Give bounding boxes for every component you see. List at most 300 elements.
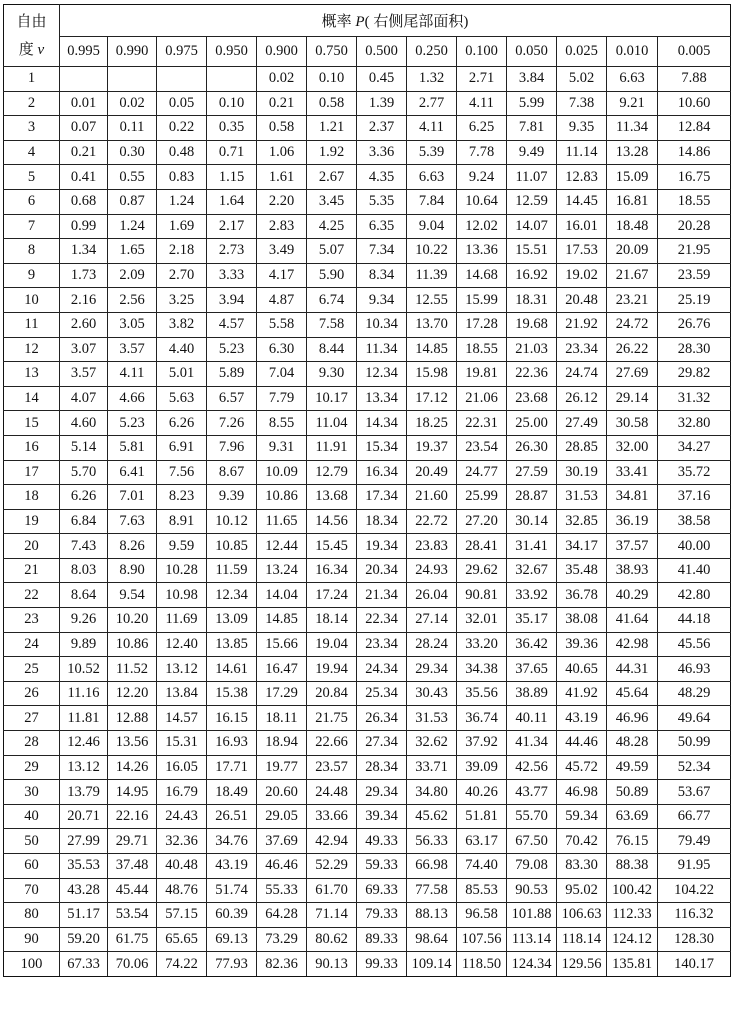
value-cell: 55.33 [257, 878, 307, 903]
value-cell: 7.58 [307, 312, 357, 337]
value-cell: 19.94 [307, 657, 357, 682]
value-cell: 9.04 [407, 214, 457, 239]
value-cell: 27.59 [507, 460, 557, 485]
value-cell: 23.57 [307, 755, 357, 780]
value-cell: 3.07 [60, 337, 108, 362]
value-cell: 2.60 [60, 312, 108, 337]
df-cell: 17 [4, 460, 60, 485]
value-cell: 18.94 [257, 731, 307, 756]
value-cell: 5.23 [108, 411, 157, 436]
value-cell: 43.77 [507, 780, 557, 805]
value-cell: 27.99 [60, 829, 108, 854]
value-cell: 5.81 [108, 435, 157, 460]
value-cell: 38.93 [607, 558, 658, 583]
value-cell: 14.85 [407, 337, 457, 362]
value-cell: 1.69 [157, 214, 207, 239]
value-cell: 17.53 [557, 239, 607, 264]
df-header [4, 5, 60, 67]
value-cell: 10.28 [157, 558, 207, 583]
value-cell: 2.18 [157, 239, 207, 264]
value-cell: 13.09 [207, 608, 257, 633]
value-cell: 0.10 [207, 91, 257, 116]
value-cell: 7.43 [60, 534, 108, 559]
value-cell: 12.40 [157, 632, 207, 657]
probability-column-header: 0.100 [457, 37, 507, 67]
table-row [4, 927, 731, 952]
value-cell: 36.74 [457, 706, 507, 731]
value-cell: 18.14 [307, 608, 357, 633]
value-cell: 11.16 [60, 681, 108, 706]
chi-square-table-container [3, 4, 730, 977]
value-cell: 13.85 [207, 632, 257, 657]
value-cell: 10.52 [60, 657, 108, 682]
value-cell: 46.46 [257, 854, 307, 879]
value-cell: 19.02 [557, 263, 607, 288]
table-row [4, 681, 731, 706]
value-cell: 11.69 [157, 608, 207, 633]
value-cell: 40.26 [457, 780, 507, 805]
value-cell: 15.98 [407, 362, 457, 387]
probability-title-suffix: ( 右侧尾部面积) [364, 14, 469, 30]
value-cell: 3.94 [207, 288, 257, 313]
table-row [4, 657, 731, 682]
value-cell: 19.77 [257, 755, 307, 780]
value-cell: 1.64 [207, 189, 257, 214]
probability-column-header: 0.500 [357, 37, 407, 67]
value-cell: 113.14 [507, 927, 557, 952]
value-cell: 7.34 [357, 239, 407, 264]
value-cell: 88.38 [607, 854, 658, 879]
df-header-var: v [37, 41, 45, 58]
value-cell: 59.34 [557, 804, 607, 829]
df-cell: 15 [4, 411, 60, 436]
probability-column-header: 0.975 [157, 37, 207, 67]
value-cell: 45.62 [407, 804, 457, 829]
value-cell: 14.34 [357, 411, 407, 436]
value-cell: 3.25 [157, 288, 207, 313]
value-cell: 12.20 [108, 681, 157, 706]
table-row [4, 780, 731, 805]
value-cell: 79.49 [658, 829, 731, 854]
value-cell: 71.14 [307, 903, 357, 928]
table-row [4, 583, 731, 608]
value-cell: 12.44 [257, 534, 307, 559]
probability-values-row [4, 37, 731, 67]
value-cell: 17.71 [207, 755, 257, 780]
value-cell: 15.51 [507, 239, 557, 264]
value-cell: 43.19 [557, 706, 607, 731]
value-cell: 10.85 [207, 534, 257, 559]
value-cell: 6.91 [157, 435, 207, 460]
value-cell: 33.71 [407, 755, 457, 780]
value-cell: 0.41 [60, 165, 108, 190]
value-cell: 12.79 [307, 460, 357, 485]
value-cell: 28.87 [507, 485, 557, 510]
value-cell: 4.66 [108, 386, 157, 411]
value-cell: 0.21 [257, 91, 307, 116]
value-cell: 49.33 [357, 829, 407, 854]
df-cell: 50 [4, 829, 60, 854]
value-cell: 14.57 [157, 706, 207, 731]
value-cell: 42.56 [507, 755, 557, 780]
value-cell: 6.26 [157, 411, 207, 436]
value-cell: 1.15 [207, 165, 257, 190]
value-cell: 0.55 [108, 165, 157, 190]
table-row [4, 435, 731, 460]
table-row [4, 755, 731, 780]
value-cell: 124.34 [507, 952, 557, 977]
value-cell: 9.59 [157, 534, 207, 559]
value-cell: 21.67 [607, 263, 658, 288]
df-cell: 8 [4, 239, 60, 264]
value-cell: 17.12 [407, 386, 457, 411]
value-cell: 9.30 [307, 362, 357, 387]
value-cell: 7.79 [257, 386, 307, 411]
value-cell: 24.72 [607, 312, 658, 337]
df-header-line1: 自由 [16, 13, 47, 30]
value-cell: 128.30 [658, 927, 731, 952]
value-cell: 35.17 [507, 608, 557, 633]
value-cell: 6.25 [457, 116, 507, 141]
value-cell: 0.48 [157, 140, 207, 165]
table-row [4, 239, 731, 264]
value-cell: 98.64 [407, 927, 457, 952]
value-cell: 12.34 [207, 583, 257, 608]
value-cell: 8.34 [357, 263, 407, 288]
value-cell: 20.28 [658, 214, 731, 239]
df-cell: 70 [4, 878, 60, 903]
table-row [4, 67, 731, 92]
value-cell: 20.34 [357, 558, 407, 583]
value-cell: 16.75 [658, 165, 731, 190]
value-cell: 9.89 [60, 632, 108, 657]
value-cell: 57.15 [157, 903, 207, 928]
value-cell: 0.35 [207, 116, 257, 141]
df-cell: 12 [4, 337, 60, 362]
value-cell: 2.83 [257, 214, 307, 239]
value-cell: 10.64 [457, 189, 507, 214]
value-cell: 7.78 [457, 140, 507, 165]
value-cell: 90.81 [457, 583, 507, 608]
value-cell [60, 67, 108, 92]
value-cell: 4.17 [257, 263, 307, 288]
value-cell: 25.99 [457, 485, 507, 510]
value-cell: 10.86 [257, 485, 307, 510]
probability-column-header: 0.900 [257, 37, 307, 67]
value-cell: 59.20 [60, 927, 108, 952]
value-cell: 33.92 [507, 583, 557, 608]
value-cell: 77.58 [407, 878, 457, 903]
value-cell: 11.34 [607, 116, 658, 141]
value-cell: 30.58 [607, 411, 658, 436]
value-cell: 41.40 [658, 558, 731, 583]
value-cell: 8.26 [108, 534, 157, 559]
table-row [4, 731, 731, 756]
value-cell: 30.19 [557, 460, 607, 485]
value-cell: 11.59 [207, 558, 257, 583]
value-cell: 50.99 [658, 731, 731, 756]
value-cell: 40.29 [607, 583, 658, 608]
value-cell: 3.49 [257, 239, 307, 264]
value-cell: 29.62 [457, 558, 507, 583]
df-cell: 23 [4, 608, 60, 633]
value-cell: 37.57 [607, 534, 658, 559]
value-cell: 23.21 [607, 288, 658, 313]
value-cell: 41.64 [607, 608, 658, 633]
value-cell: 0.11 [108, 116, 157, 141]
table-row [4, 460, 731, 485]
value-cell: 21.60 [407, 485, 457, 510]
value-cell: 6.63 [607, 67, 658, 92]
value-cell: 10.60 [658, 91, 731, 116]
df-header-line2: 度 [18, 41, 34, 58]
value-cell: 11.34 [357, 337, 407, 362]
value-cell: 34.27 [658, 435, 731, 460]
probability-column-header: 0.990 [108, 37, 157, 67]
value-cell: 80.62 [307, 927, 357, 952]
value-cell: 24.77 [457, 460, 507, 485]
value-cell: 17.34 [357, 485, 407, 510]
value-cell: 1.21 [307, 116, 357, 141]
value-cell: 13.28 [607, 140, 658, 165]
value-cell: 25.34 [357, 681, 407, 706]
value-cell: 0.22 [157, 116, 207, 141]
value-cell: 69.33 [357, 878, 407, 903]
value-cell: 90.53 [507, 878, 557, 903]
value-cell: 0.30 [108, 140, 157, 165]
value-cell: 6.30 [257, 337, 307, 362]
value-cell: 14.07 [507, 214, 557, 239]
value-cell: 24.43 [157, 804, 207, 829]
value-cell: 0.01 [60, 91, 108, 116]
value-cell: 118.50 [457, 952, 507, 977]
value-cell: 17.24 [307, 583, 357, 608]
value-cell: 26.12 [557, 386, 607, 411]
value-cell: 21.34 [357, 583, 407, 608]
value-cell: 38.89 [507, 681, 557, 706]
value-cell: 22.72 [407, 509, 457, 534]
value-cell: 18.11 [257, 706, 307, 731]
value-cell: 129.56 [557, 952, 607, 977]
value-cell: 0.99 [60, 214, 108, 239]
value-cell: 9.49 [507, 140, 557, 165]
value-cell: 31.32 [658, 386, 731, 411]
value-cell: 66.77 [658, 804, 731, 829]
value-cell: 14.85 [257, 608, 307, 633]
value-cell: 101.88 [507, 903, 557, 928]
value-cell: 33.66 [307, 804, 357, 829]
value-cell: 0.02 [108, 91, 157, 116]
probability-column-header: 0.010 [607, 37, 658, 67]
table-row [4, 337, 731, 362]
value-cell: 7.88 [658, 67, 731, 92]
value-cell: 6.41 [108, 460, 157, 485]
value-cell: 29.14 [607, 386, 658, 411]
value-cell: 11.07 [507, 165, 557, 190]
value-cell: 18.48 [607, 214, 658, 239]
value-cell: 34.76 [207, 829, 257, 854]
df-cell: 3 [4, 116, 60, 141]
df-cell: 1 [4, 67, 60, 92]
value-cell: 10.12 [207, 509, 257, 534]
value-cell: 28.30 [658, 337, 731, 362]
value-cell: 13.34 [357, 386, 407, 411]
value-cell: 1.06 [257, 140, 307, 165]
value-cell: 5.02 [557, 67, 607, 92]
value-cell: 10.09 [257, 460, 307, 485]
value-cell: 25.00 [507, 411, 557, 436]
value-cell: 51.17 [60, 903, 108, 928]
value-cell: 38.58 [658, 509, 731, 534]
value-cell: 135.81 [607, 952, 658, 977]
df-cell: 2 [4, 91, 60, 116]
value-cell: 21.03 [507, 337, 557, 362]
value-cell: 2.56 [108, 288, 157, 313]
value-cell: 51.74 [207, 878, 257, 903]
value-cell: 3.82 [157, 312, 207, 337]
value-cell: 5.99 [507, 91, 557, 116]
df-cell: 20 [4, 534, 60, 559]
table-row [4, 362, 731, 387]
value-cell: 22.31 [457, 411, 507, 436]
value-cell: 37.69 [257, 829, 307, 854]
value-cell: 36.19 [607, 509, 658, 534]
value-cell: 4.87 [257, 288, 307, 313]
value-cell: 1.73 [60, 263, 108, 288]
value-cell: 35.53 [60, 854, 108, 879]
value-cell: 23.59 [658, 263, 731, 288]
value-cell: 13.24 [257, 558, 307, 583]
value-cell: 26.51 [207, 804, 257, 829]
value-cell: 16.79 [157, 780, 207, 805]
value-cell: 3.36 [357, 140, 407, 165]
probability-header [60, 5, 731, 37]
value-cell: 14.04 [257, 583, 307, 608]
value-cell: 37.48 [108, 854, 157, 879]
value-cell: 104.22 [658, 878, 731, 903]
value-cell: 11.04 [307, 411, 357, 436]
value-cell: 37.65 [507, 657, 557, 682]
value-cell: 89.33 [357, 927, 407, 952]
df-cell: 10 [4, 288, 60, 313]
value-cell: 20.49 [407, 460, 457, 485]
df-cell: 27 [4, 706, 60, 731]
value-cell: 35.56 [457, 681, 507, 706]
value-cell: 4.11 [108, 362, 157, 387]
value-cell: 13.12 [60, 755, 108, 780]
value-cell: 112.33 [607, 903, 658, 928]
value-cell: 11.81 [60, 706, 108, 731]
table-body [4, 67, 731, 977]
value-cell: 19.37 [407, 435, 457, 460]
value-cell: 20.71 [60, 804, 108, 829]
df-cell: 90 [4, 927, 60, 952]
value-cell: 13.56 [108, 731, 157, 756]
value-cell: 3.57 [60, 362, 108, 387]
value-cell: 8.90 [108, 558, 157, 583]
table-row [4, 263, 731, 288]
value-cell: 16.05 [157, 755, 207, 780]
value-cell: 24.93 [407, 558, 457, 583]
df-cell: 19 [4, 509, 60, 534]
value-cell: 9.24 [457, 165, 507, 190]
value-cell: 25.19 [658, 288, 731, 313]
df-cell: 28 [4, 731, 60, 756]
df-cell: 6 [4, 189, 60, 214]
value-cell: 48.29 [658, 681, 731, 706]
value-cell: 22.66 [307, 731, 357, 756]
table-row [4, 558, 731, 583]
probability-column-header: 0.250 [407, 37, 457, 67]
df-cell: 80 [4, 903, 60, 928]
value-cell: 23.68 [507, 386, 557, 411]
value-cell: 14.45 [557, 189, 607, 214]
value-cell: 19.34 [357, 534, 407, 559]
value-cell: 42.80 [658, 583, 731, 608]
probability-title-var: P [355, 14, 365, 30]
value-cell: 7.56 [157, 460, 207, 485]
value-cell: 20.48 [557, 288, 607, 313]
value-cell: 27.49 [557, 411, 607, 436]
value-cell: 26.34 [357, 706, 407, 731]
value-cell: 14.86 [658, 140, 731, 165]
value-cell: 0.71 [207, 140, 257, 165]
value-cell: 8.55 [257, 411, 307, 436]
value-cell: 24.34 [357, 657, 407, 682]
value-cell: 2.71 [457, 67, 507, 92]
value-cell: 26.76 [658, 312, 731, 337]
value-cell: 1.24 [157, 189, 207, 214]
value-cell: 22.34 [357, 608, 407, 633]
value-cell: 8.23 [157, 485, 207, 510]
value-cell: 29.82 [658, 362, 731, 387]
value-cell: 20.84 [307, 681, 357, 706]
table-row [4, 632, 731, 657]
value-cell: 15.34 [357, 435, 407, 460]
df-cell: 9 [4, 263, 60, 288]
value-cell: 124.12 [607, 927, 658, 952]
df-cell: 4 [4, 140, 60, 165]
table-row [4, 386, 731, 411]
table-row [4, 854, 731, 879]
df-cell: 21 [4, 558, 60, 583]
value-cell: 15.66 [257, 632, 307, 657]
value-cell: 18.31 [507, 288, 557, 313]
value-cell: 4.57 [207, 312, 257, 337]
value-cell: 29.05 [257, 804, 307, 829]
value-cell: 2.73 [207, 239, 257, 264]
value-cell: 83.30 [557, 854, 607, 879]
value-cell: 13.68 [307, 485, 357, 510]
value-cell: 5.90 [307, 263, 357, 288]
value-cell: 23.83 [407, 534, 457, 559]
value-cell: 2.09 [108, 263, 157, 288]
value-cell: 14.68 [457, 263, 507, 288]
value-cell: 30.43 [407, 681, 457, 706]
value-cell: 5.35 [357, 189, 407, 214]
value-cell: 42.94 [307, 829, 357, 854]
df-cell: 14 [4, 386, 60, 411]
value-cell: 30.14 [507, 509, 557, 534]
value-cell: 29.34 [407, 657, 457, 682]
value-cell: 16.93 [207, 731, 257, 756]
probability-column-header: 0.950 [207, 37, 257, 67]
value-cell: 21.92 [557, 312, 607, 337]
value-cell: 9.21 [607, 91, 658, 116]
value-cell: 60.39 [207, 903, 257, 928]
value-cell: 29.34 [357, 780, 407, 805]
value-cell: 9.35 [557, 116, 607, 141]
